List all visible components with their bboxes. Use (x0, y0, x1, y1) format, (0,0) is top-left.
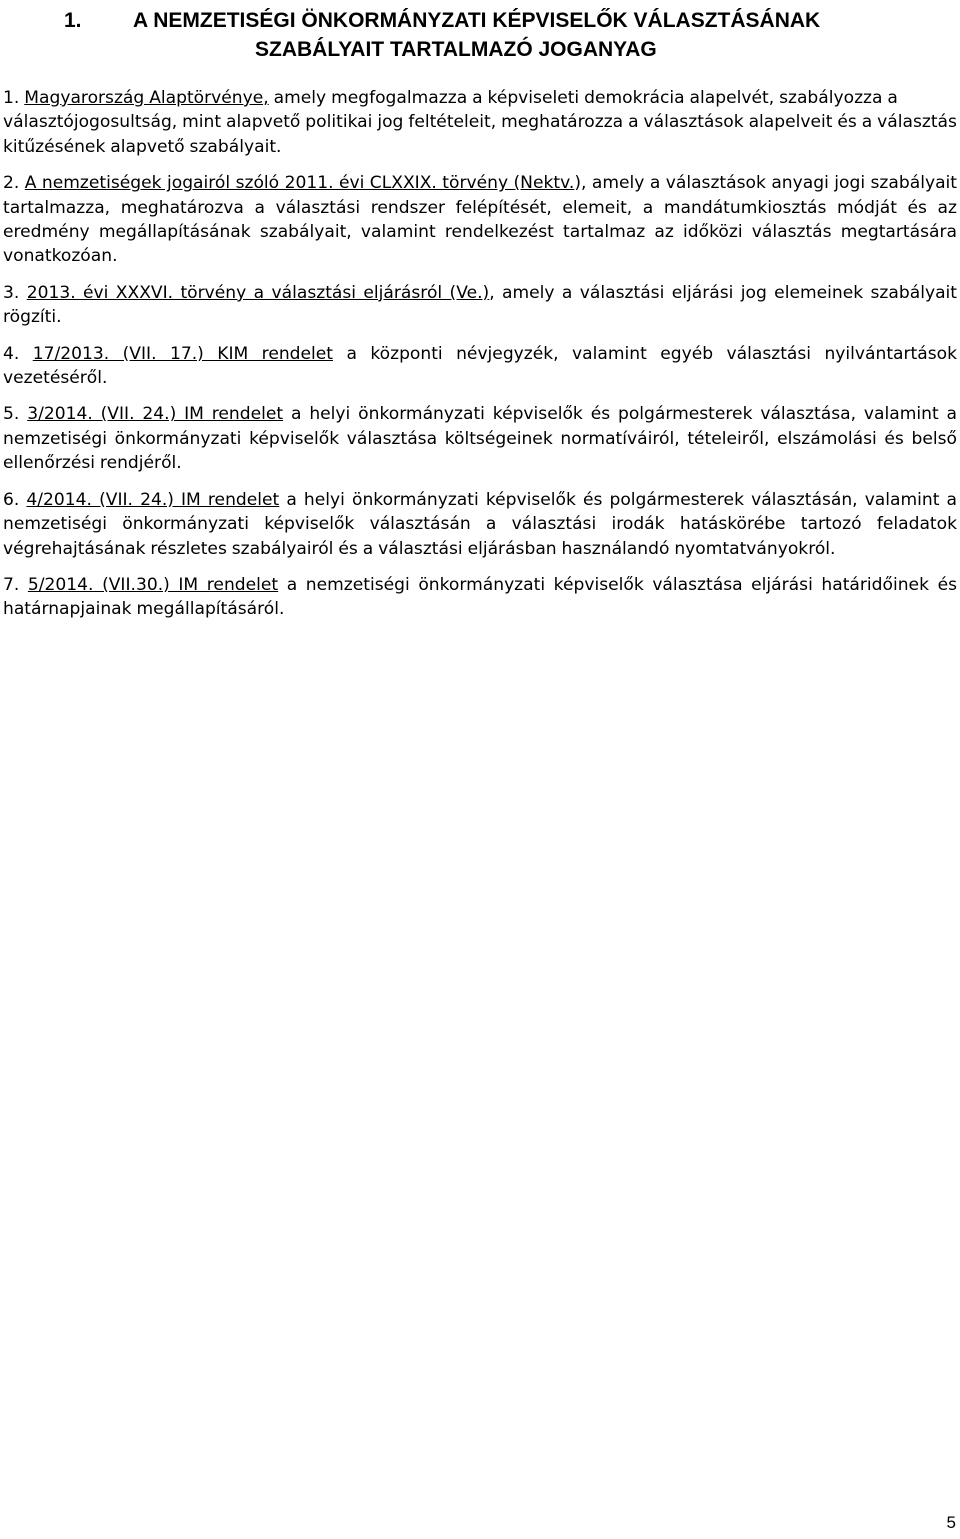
item-number: 4. (3, 343, 20, 364)
item-link-im-rendelet-4[interactable]: 4/2014. (VII. 24.) IM rendelet (26, 489, 280, 510)
item-number: 5. (3, 404, 20, 425)
item-text: amely megfogalmazza a képviseleti demokrácia alapelvét, szabályozza a választójogosultság, mint alapvető politikai jog feltételeit, meghatározza a választások alapelveit és a választás kitűzésének alapvető szabályait. (3, 88, 957, 157)
page-number: 5 (946, 1513, 956, 1532)
legislation-list (3, 86, 957, 634)
item-text: a helyi önkormányzati képviselők és polgármesterek választásán, valamint a nemzetiségi önkormányzati képviselők választásán a választási irodák hatáskörébe tartozó feladatok végrehajtásának részletes szabályairól és a választási eljárásban használandó nyomtatványokról. (3, 489, 958, 559)
section-title-line-2: SZABÁLYAIT TARTALMAZÓ JOGANYAG (255, 38, 657, 61)
list-item-3 (3, 281, 957, 330)
item-text: a nemzetiségi önkormányzati képviselők választása eljárási határidőinek és határnapjainak megállapításáról. (3, 574, 957, 620)
item-text: , amely a választási eljárási jog elemeinek szabályait rögzíti. (3, 282, 957, 328)
list-item-4 (3, 342, 957, 391)
item-text: a központi névjegyzék, valamint egyéb választási nyilvántartások vezetéséről. (3, 343, 957, 389)
item-number: 3. (3, 282, 20, 303)
item-link-kim-rendelet[interactable]: 17/2013. (VII. 17.) KIM rendelet (32, 343, 333, 364)
item-link-nektv[interactable]: A nemzetiségek jogairól szóló 2011. évi CLXXIX. törvény (Nektv. (24, 173, 575, 194)
list-item-7 (3, 573, 957, 622)
item-text: ), amely a választások anyagi jogi szabályait tartalmazza, meghatározva a választási rendszer felépítését, elemeit, a mandátumkiosztás módját és az eredmény megállapításának szabályait, valamint rendelkezést tartalmaz az időközi választás megtartására vonatkozóan. (3, 173, 957, 267)
item-link-im-rendelet-5[interactable]: 5/2014. (VII.30.) IM rendelet (27, 574, 279, 595)
list-item-2 (3, 171, 957, 269)
item-number: 6. (3, 489, 20, 510)
section-title-line-1: A NEMZETISÉGI ÖNKORMÁNYZATI KÉPVISELŐK VÁLASZTÁSÁNAK (133, 9, 821, 32)
item-link-alaptorveny[interactable]: Magyarország Alaptörvénye, (24, 88, 269, 108)
item-link-ve[interactable]: 2013. évi XXXVI. törvény a választási eljárásról (Ve.) (26, 282, 490, 303)
item-number: 1. (3, 88, 20, 108)
item-number: 7. (3, 574, 20, 595)
item-link-im-rendelet-3[interactable]: 3/2014. (VII. 24.) IM rendelet (27, 404, 284, 425)
item-text: a helyi önkormányzati képviselők és polgármesterek választása, valamint a nemzetiségi önkormányzati képviselők választása költségeinek normatíváiról, tételeiről, elszámolási és belső ellenőrzési rendjéről. (3, 404, 957, 474)
section-number: 1. (64, 9, 82, 32)
list-item-5 (3, 402, 957, 475)
item-number: 2. (3, 173, 20, 194)
list-item-6 (3, 488, 957, 561)
list-item-1 (3, 86, 957, 159)
